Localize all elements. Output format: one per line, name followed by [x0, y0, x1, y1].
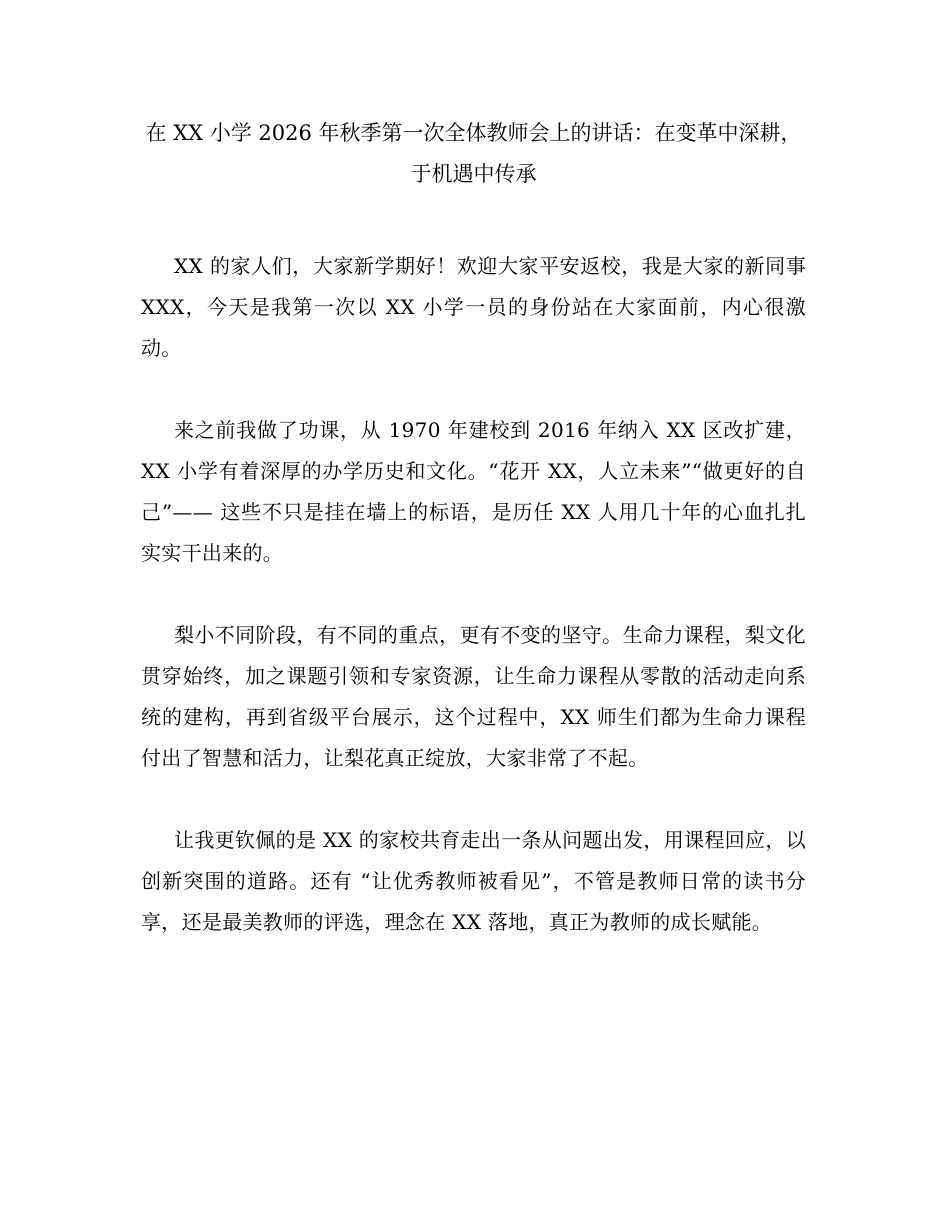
paragraph-home-school: 让我更钦佩的是 XX 的家校共育走出一条从问题出发，用课程回应，以创新突围的道路。还有 “让优秀教师被看见”，不管是教师日常的读书分享，还是最美教师的评选，理念在 XX 落地，真正为教师的成长赋能。 [141, 828, 806, 934]
document-body [141, 113, 806, 943]
speech-title: 在 XX 小学 2026 年秋季第一次全体教师会上的讲话：在变革中深耕，于机遇中传承 [145, 121, 802, 186]
paragraph-history: 来之前我做了功课，从 1970 年建校到 2016 年纳入 XX 区改扩建，XX 小学有着深厚的办学历史和文化。“花开 XX，人立未来”“做更好的自己”—— 这些不只是挂在墙上的标语，是历任 XX 人用几十年的心血扎扎实实干出来的。 [141, 418, 806, 565]
paragraph-curriculum: 梨小不同阶段，有不同的重点，更有不变的坚守。生命力课程，梨文化贯穿始终，加之课题引领和专家资源，让生命力课程从零散的活动走向系统的建构，再到省级平台展示，这个过程中，XX 师生们都为生命力课程付出了智慧和活力，让梨花真正绽放，大家非常了不起。 [141, 623, 806, 770]
paragraph-greeting: XX 的家人们，大家新学期好！欢迎大家平安返校，我是大家的新同事 XXX，今天是我第一次以 XX 小学一员的身份站在大家面前，内心很激动。 [141, 254, 806, 360]
